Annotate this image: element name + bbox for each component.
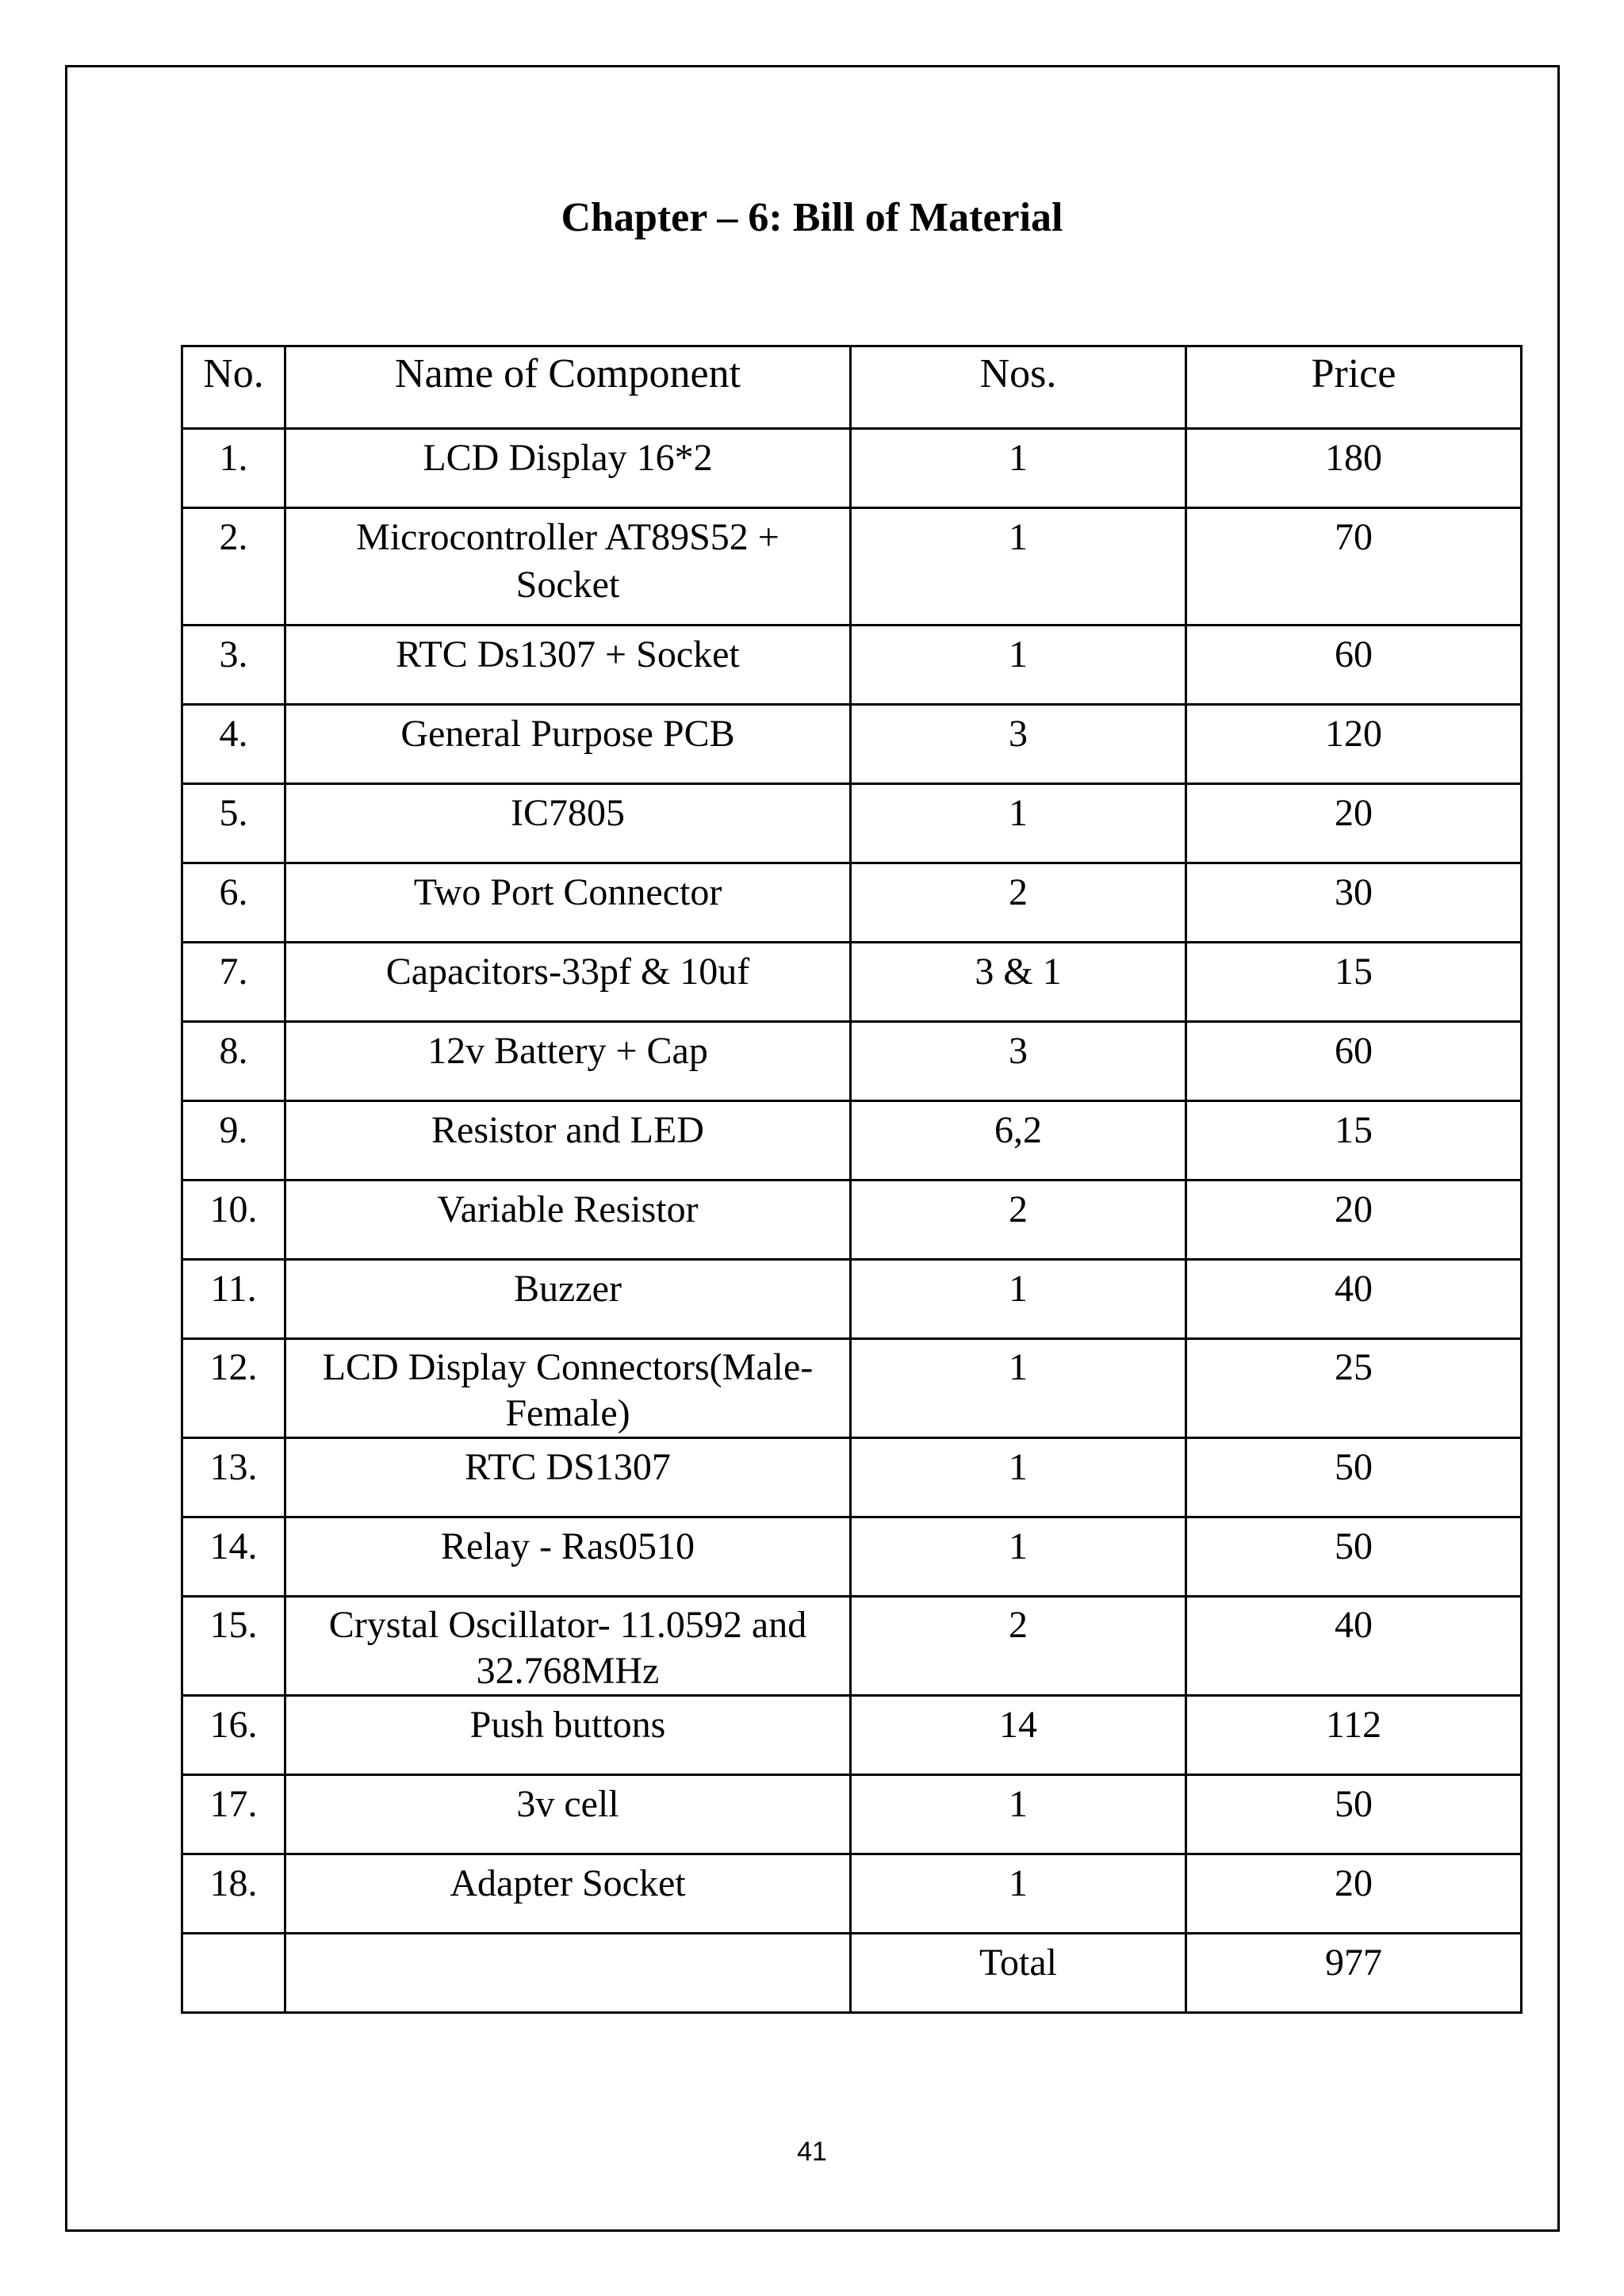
cell-nos: 2: [851, 1181, 1186, 1260]
cell-no: 18.: [182, 1854, 285, 1934]
cell-price: 70: [1186, 508, 1522, 626]
cell-no: 17.: [182, 1775, 285, 1854]
cell-name: 3v cell: [285, 1775, 851, 1854]
page-number: 41: [797, 2137, 827, 2167]
table-row: [182, 1181, 1522, 1260]
cell-name: RTC Ds1307 + Socket: [285, 626, 851, 705]
cell-price: 25: [1186, 1339, 1522, 1438]
cell-no: 8.: [182, 1022, 285, 1101]
cell-name: 12v Battery + Cap: [285, 1022, 851, 1101]
table-row: [182, 705, 1522, 784]
cell-nos: 3: [851, 1022, 1186, 1101]
table-row: [182, 1339, 1522, 1438]
cell-price: 112: [1186, 1696, 1522, 1775]
cell-name: RTC DS1307: [285, 1438, 851, 1517]
cell-empty: [182, 1934, 285, 2013]
table-row: [182, 429, 1522, 508]
table-header-row: [182, 346, 1522, 429]
table-row: [182, 784, 1522, 863]
cell-name: Adapter Socket: [285, 1854, 851, 1934]
cell-price: 40: [1186, 1260, 1522, 1339]
cell-nos: 2: [851, 1597, 1186, 1696]
cell-no: 10.: [182, 1181, 285, 1260]
cell-no: 4.: [182, 705, 285, 784]
cell-price: 180: [1186, 429, 1522, 508]
cell-name: Crystal Oscillator- 11.0592 and 32.768MHz: [285, 1597, 851, 1696]
cell-nos: 1: [851, 1775, 1186, 1854]
cell-price: 40: [1186, 1597, 1522, 1696]
cell-name: Relay - Ras0510: [285, 1517, 851, 1597]
cell-nos: 2: [851, 863, 1186, 943]
table-row: [182, 1597, 1522, 1696]
cell-nos: 1: [851, 429, 1186, 508]
table-row: [182, 943, 1522, 1022]
cell-no: 11.: [182, 1260, 285, 1339]
cell-name: General Purpose PCB: [285, 705, 851, 784]
cell-price: 50: [1186, 1775, 1522, 1854]
total-label: Total: [851, 1934, 1186, 2013]
table-row: [182, 508, 1522, 626]
table-row: [182, 1854, 1522, 1934]
cell-price: 30: [1186, 863, 1522, 943]
cell-no: 5.: [182, 784, 285, 863]
cell-nos: 1: [851, 1854, 1186, 1934]
cell-nos: 3: [851, 705, 1186, 784]
cell-price: 15: [1186, 1101, 1522, 1181]
cell-nos: 3 & 1: [851, 943, 1186, 1022]
cell-price: 50: [1186, 1438, 1522, 1517]
cell-no: 2.: [182, 508, 285, 626]
cell-price: 15: [1186, 943, 1522, 1022]
cell-nos: 14: [851, 1696, 1186, 1775]
cell-name: Resistor and LED: [285, 1101, 851, 1181]
cell-nos: 1: [851, 1438, 1186, 1517]
cell-price: 20: [1186, 1854, 1522, 1934]
cell-no: 9.: [182, 1101, 285, 1181]
cell-no: 3.: [182, 626, 285, 705]
page-title: Chapter – 6: Bill of Material: [561, 195, 1063, 240]
table-row: [182, 1696, 1522, 1775]
table-row: [182, 1022, 1522, 1101]
cell-name: Two Port Connector: [285, 863, 851, 943]
cell-nos: 1: [851, 1260, 1186, 1339]
cell-no: 7.: [182, 943, 285, 1022]
bill-of-material-table: [181, 345, 1522, 2014]
cell-name: Push buttons: [285, 1696, 851, 1775]
table-row: [182, 626, 1522, 705]
table-row: [182, 1260, 1522, 1339]
cell-no: 6.: [182, 863, 285, 943]
total-value: 977: [1186, 1934, 1522, 2013]
cell-name: LCD Display Connectors(Male-Female): [285, 1339, 851, 1438]
header-nos: Nos.: [851, 346, 1186, 429]
cell-empty: [285, 1934, 851, 2013]
cell-nos: 6,2: [851, 1101, 1186, 1181]
cell-nos: 1: [851, 508, 1186, 626]
cell-no: 15.: [182, 1597, 285, 1696]
cell-name: Buzzer: [285, 1260, 851, 1339]
cell-price: 20: [1186, 1181, 1522, 1260]
cell-name: Microcontroller AT89S52 + Socket: [285, 508, 851, 626]
cell-nos: 1: [851, 626, 1186, 705]
cell-name: IC7805: [285, 784, 851, 863]
table-row: [182, 863, 1522, 943]
cell-no: 16.: [182, 1696, 285, 1775]
cell-price: 120: [1186, 705, 1522, 784]
table-row: [182, 1775, 1522, 1854]
cell-price: 60: [1186, 626, 1522, 705]
cell-no: 13.: [182, 1438, 285, 1517]
cell-no: 14.: [182, 1517, 285, 1597]
cell-price: 50: [1186, 1517, 1522, 1597]
header-name: Name of Component: [285, 346, 851, 429]
cell-no: 12.: [182, 1339, 285, 1438]
cell-nos: 1: [851, 1517, 1186, 1597]
table-row: [182, 1517, 1522, 1597]
cell-price: 60: [1186, 1022, 1522, 1101]
cell-name: Capacitors-33pf & 10uf: [285, 943, 851, 1022]
table-row: [182, 1438, 1522, 1517]
cell-name: LCD Display 16*2: [285, 429, 851, 508]
header-no: No.: [182, 346, 285, 429]
header-price: Price: [1186, 346, 1522, 429]
cell-nos: 1: [851, 784, 1186, 863]
table-row: [182, 1101, 1522, 1181]
cell-nos: 1: [851, 1339, 1186, 1438]
total-row: [182, 1934, 1522, 2013]
cell-name: Variable Resistor: [285, 1181, 851, 1260]
cell-no: 1.: [182, 429, 285, 508]
cell-price: 20: [1186, 784, 1522, 863]
